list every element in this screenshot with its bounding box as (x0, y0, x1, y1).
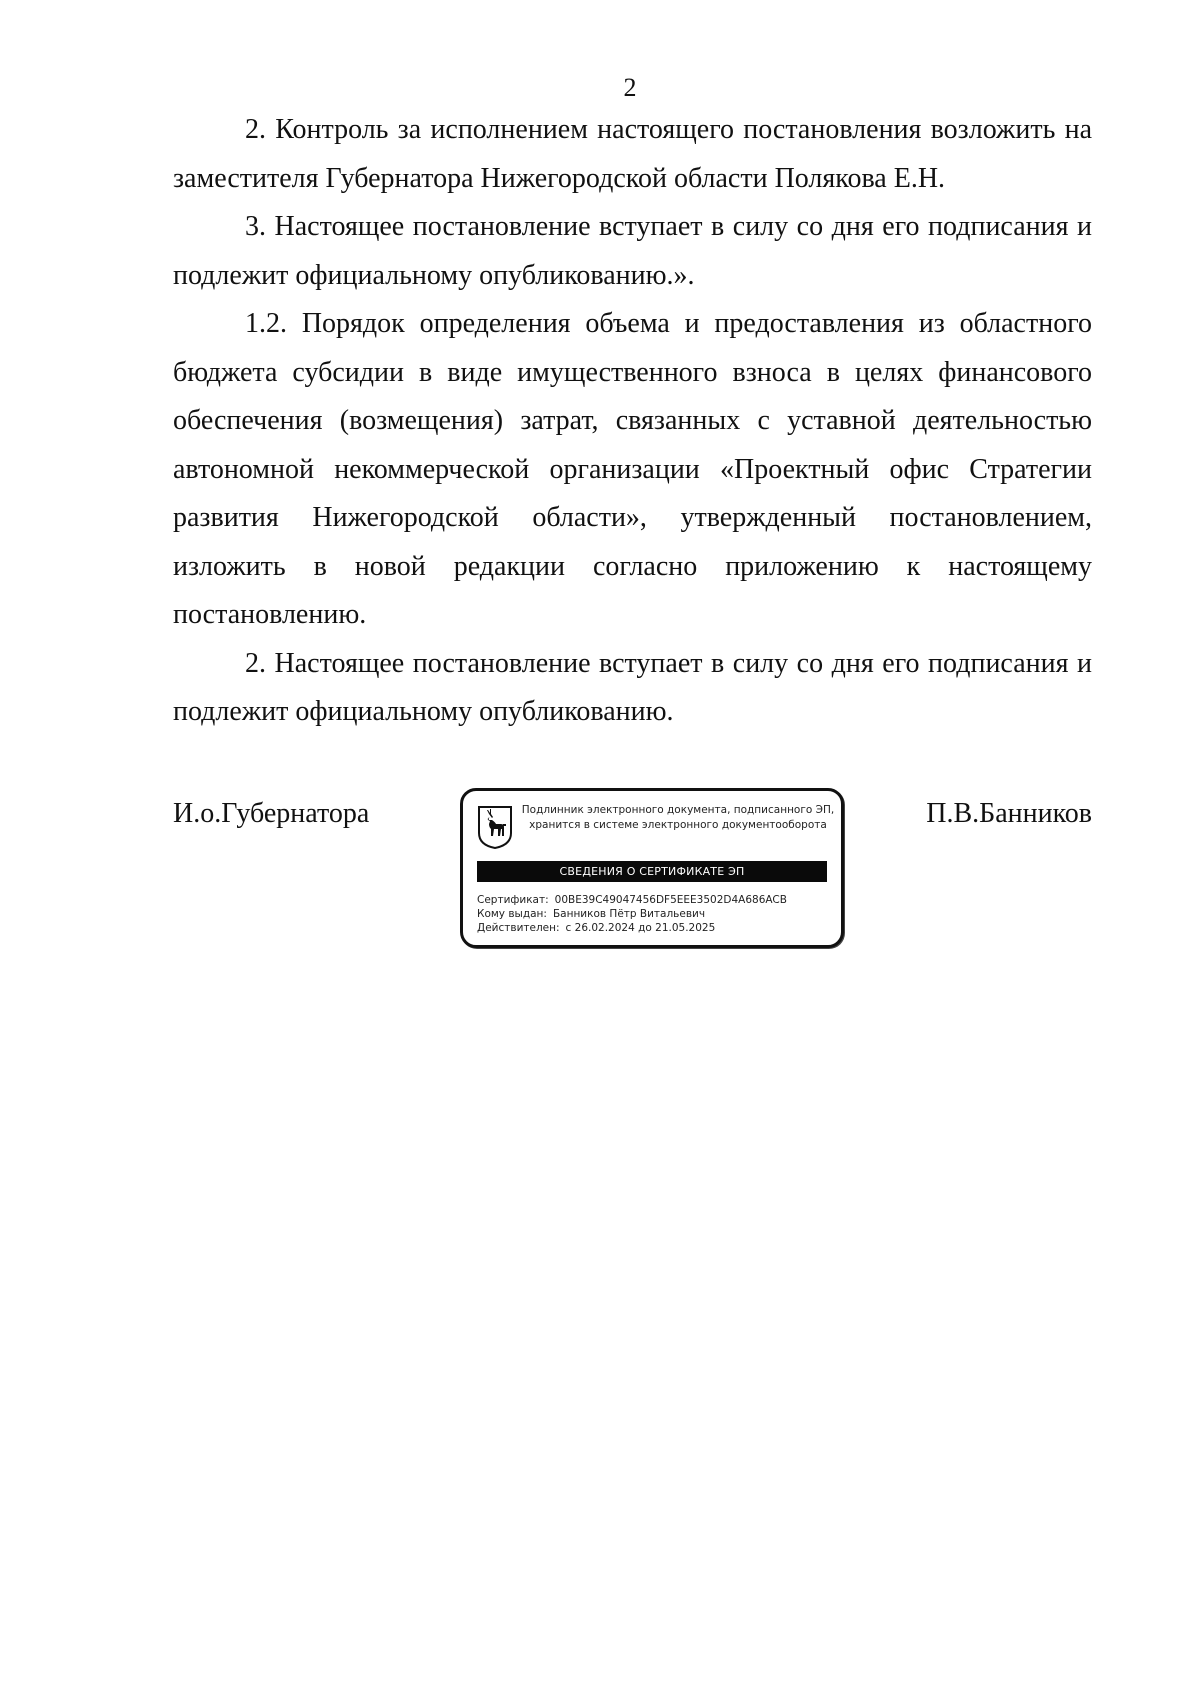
issued-to-line (477, 907, 827, 921)
issued-to-value: Банников Пётр Витальевич (552, 908, 706, 920)
stamp-details (477, 893, 827, 935)
validity-value: с 26.02.2024 до 21.05.2025 (565, 922, 716, 934)
stamp-header-line-1: Подлинник электронного документа, подписанного ЭП, (521, 804, 835, 816)
validity-label: Действителен: (477, 922, 560, 934)
paragraph-procedure: 1.2. Порядок определения объема и предоставления из областного бюджета субсидии в виде имущественного взноса в целях финансового обеспечения (возмещения) затрат, связанных с уставной деятельностью автономной некоммерческой организации «Проектный офис Стратегии развития Нижегородской области», утвержденный постановлением, изложить в новой редакции согласно приложению к настоящему постановлению. (173, 308, 1092, 630)
stamp-header-line-2: хранится в системе электронного документооборота (529, 819, 827, 831)
paragraph-control: 2. Контроль за исполнением настоящего постановления возложить на заместителя Губернатора Нижегородской области Полякова Е.Н. (173, 114, 1092, 194)
certificate-value: 00BE39C49047456DF5EEE3502D4A686ACB (554, 894, 787, 906)
stamp-header (519, 803, 837, 833)
certificate-line (477, 893, 827, 907)
signer-position: И.о.Губернатора (173, 798, 370, 829)
stamp-title-bar: СВЕДЕНИЯ О СЕРТИФИКАТЕ ЭП (477, 861, 827, 882)
page-number: 2 (623, 73, 637, 102)
certificate-label: Сертификат: (477, 894, 549, 906)
paragraph-entry-into-force: 2. Настоящее постановление вступает в силу со дня его подписания и подлежит официальному опубликованию. (173, 647, 1092, 727)
electronic-signature-stamp (460, 788, 844, 948)
issued-to-label: Кому выдан: (477, 908, 547, 920)
validity-line (477, 921, 827, 935)
paragraph-entry-into-force-inner: 3. Настоящее постановление вступает в силу со дня его подписания и подлежит официальному опубликованию.». (173, 211, 1092, 291)
signer-name: П.В.Банников (926, 798, 1092, 829)
deer-coat-of-arms-icon (477, 805, 513, 849)
document-body (173, 106, 1092, 737)
